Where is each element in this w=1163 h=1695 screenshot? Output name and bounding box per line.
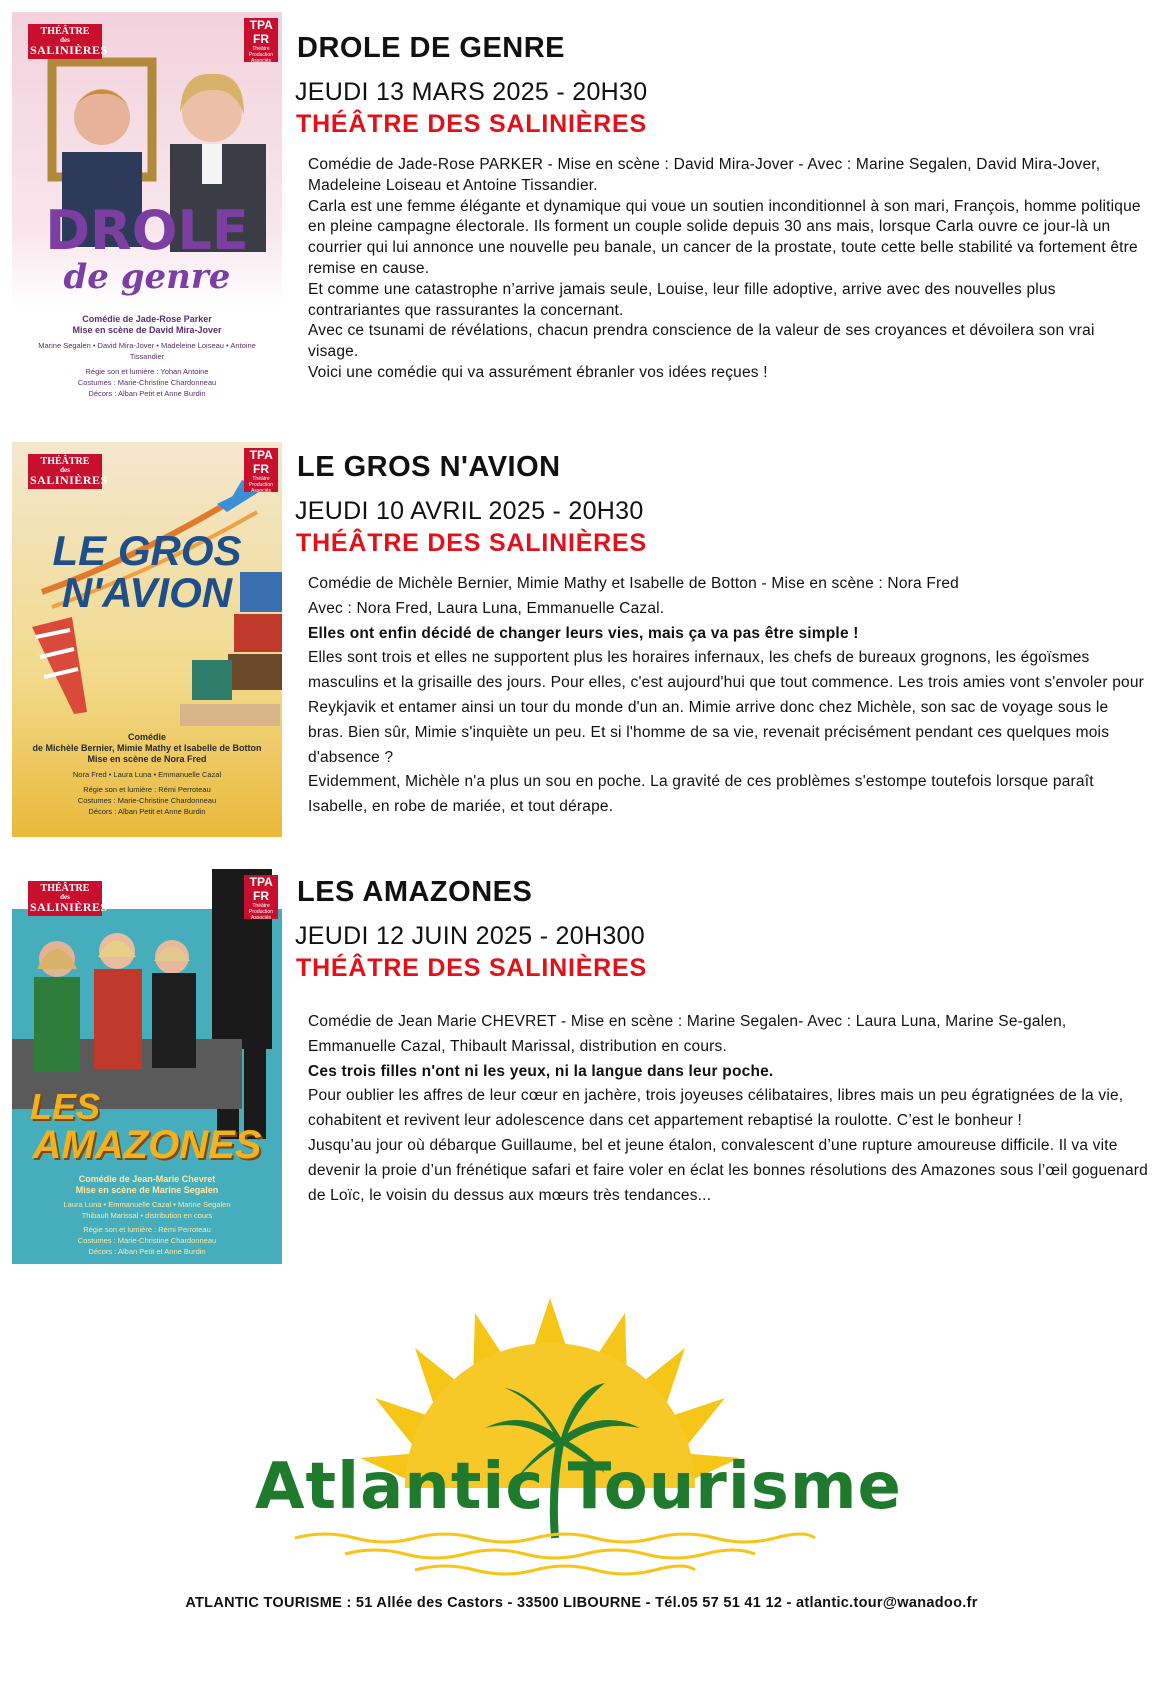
paragraph: Voici une comédie qui va assurément ébranler vos idées reçues ! — [308, 363, 768, 381]
paragraph: Comédie de Jade-Rose PARKER - Mise en scène : David Mira-Jover - Avec : Marine Segalen, David Mira-Jover, Madeleine Loiseau et Antoine Tissandier. — [308, 156, 1101, 194]
show-description — [308, 1010, 1148, 1208]
show-title: LE GROS N'AVION — [297, 451, 561, 483]
poster-tpa-badge: TPA FR Théâtre Production Associés — [244, 448, 278, 492]
show-venue: THÉÂTRE DES SALINIÈRES — [296, 529, 647, 557]
paragraph: Elles sont trois et elles ne supportent plus les horaires infernaux, les chefs de bureaux grognons, les égoïsmes masculins et la grisaille des jours. Pour elles, c'est aujourd'hui que tout commence. Les trois amies vont s'envoler pour Reykjavik et entamer ainsi un tour du monde d'un an. Mimie arrive donc chez Michèle, son sac de voyage sous le bras. Bien sûr, Mimie s'inquiète un peu. Et si l'homme de sa vie, revenait précisément pendant ces quelques mois d'absence ? — [308, 649, 1145, 766]
footer-contact: ATLANTIC TOURISME : 51 Allée des Castors - 33500 LIBOURNE - Tél.05 57 51 41 12 - atlantic.tour@wanadoo.fr — [185, 1595, 978, 1611]
poster-tpa-badge: TPA FR Théâtre Production Associés — [244, 875, 278, 919]
show-date: JEUDI 13 MARS 2025 - 20H30 — [295, 78, 648, 106]
poster-title: LES AMAZONES — [30, 1086, 262, 1167]
paragraph: Comédie de Jean Marie CHEVRET - Mise en scène : Marine Segalen- Avec : Laura Luna, Marine Se-galen, Emmanuelle Cazal, Thibault Marissal, distribution en cours. — [308, 1013, 1067, 1055]
poster-title: LE GROS N'AVION — [52, 527, 242, 616]
paragraph: Ces trois filles n'ont ni les yeux, ni la langue dans leur poche. — [308, 1062, 774, 1080]
poster-credits: Comédie de Jade-Rose Parker Mise en scène de David Mira-Jover Marine Segalen • David Mira-Jover • Madeleine Loiseau • Antoine Tissandier Régie son et lumière : Yohan Antoine Costumes : Marie-Christine Chardonneau Décors : Alban Petit et Anne Burdin — [38, 314, 256, 398]
poster-theatre-logo: THÉÂTRE des SALINIÈRES — [30, 883, 108, 914]
show-title: DROLE DE GENRE — [297, 32, 566, 64]
poster-les-amazones — [12, 869, 282, 1264]
poster-title: DROLE de genre — [45, 199, 249, 297]
show-date: JEUDI 12 JUIN 2025 - 20H300 — [295, 922, 645, 950]
paragraph: Carla est une femme élégante et dynamique qui voue un soutien inconditionnel à son mari, François, homme politique en pleine campagne électorale. Ils forment un couple solide depuis 30 ans mais, lorsque Carla ouvre ce jour-là un courrier qui lui annonce une nouvelle peu banale, un cancer de la prostate, toute cette belle stabilité va fortement être remise en cause. — [308, 197, 1141, 277]
waves-icon — [255, 1528, 845, 1588]
show-venue: THÉÂTRE DES SALINIÈRES — [296, 110, 647, 138]
paragraph: Elles ont enfin décidé de changer leurs vies, mais ça va pas être simple ! — [308, 624, 859, 642]
paragraph: Jusqu’au jour où débarque Guillaume, bel et jeune étalon, convalescent d’une rupture amoureuse difficile. Il va vite devenir la proie d’un frénétique safari et faire voler en éclat les bonnes résolutions des Amazones sous l’œil goguenard de Loïc, le voisin du dessus aux mœurs très tendances... — [308, 1136, 1148, 1204]
show-description — [308, 155, 1148, 384]
show-description — [308, 572, 1148, 820]
poster-credits: Comédie de Jean-Marie Chevret Mise en scène de Marine Segalen Laura Luna • Emmanuelle Cazal • Marine Segalen Thibault Marissal • distribution en cours Régie son et lumière : Rémi Perroteau Costumes : Marie-Christine Chardonneau Décors : Alban Petit et Anne Burdin — [63, 1174, 231, 1256]
paragraph: Comédie de Michèle Bernier, Mimie Mathy et Isabelle de Botton - Mise en scène : Nora Fred — [308, 575, 960, 592]
paragraph: Pour oublier les affres de leur cœur en jachère, trois joyeuses célibataires, libres mais un peu égratignées de la vie, cohabitent et revivent leur adolescence dans cet appartement rebaptisé la roulotte. C’est le bonheur ! — [308, 1087, 1124, 1130]
poster-le-gros-navion — [12, 442, 282, 837]
paragraph: Evidemment, Michèle n'a plus un sou en poche. La gravité de ces problèmes s'estompe toutefois lorsque paraît Isabelle, en robe de mariée, et tout dérape. — [308, 773, 1094, 816]
brand-name: Atlantic Tourisme — [255, 1450, 902, 1524]
show-venue: THÉÂTRE DES SALINIÈRES — [296, 954, 647, 982]
poster-theatre-logo: THÉÂTRE des SALINIÈRES — [30, 456, 108, 487]
show-date: JEUDI 10 AVRIL 2025 - 20H30 — [295, 497, 644, 525]
paragraph: Avec : Nora Fred, Laura Luna, Emmanuelle Cazal. — [308, 599, 665, 617]
atlantic-tourisme-logo — [255, 1288, 902, 1588]
show-title: LES AMAZONES — [297, 876, 533, 908]
poster-theatre-logo: THÉÂTRE des SALINIÈRES — [30, 26, 108, 57]
paragraph: Avec ce tsunami de révélations, chacun prendra conscience de la valeur de ses croyances et dévoilera son vrai visage. — [308, 322, 1095, 361]
poster-tpa-badge: TPA FR Théâtre Production Associés — [244, 18, 278, 62]
paragraph: Et comme une catastrophe n’arrive jamais seule, Louise, leur fille adoptive, arrive avec des nouvelles plus contrariantes que rassurantes la concernant. — [308, 280, 1056, 319]
poster-drole-de-genre — [12, 12, 282, 407]
poster-credits: Comédie de Michèle Bernier, Mimie Mathy et Isabelle de Botton Mise en scène de Nora Fred Nora Fred • Laura Luna • Emmanuelle Cazal Régie son et lumière : Rémi Perroteau Costumes : Marie-Christine Chardonneau Décors : Alban Petit et Anne Burdin — [32, 732, 262, 816]
